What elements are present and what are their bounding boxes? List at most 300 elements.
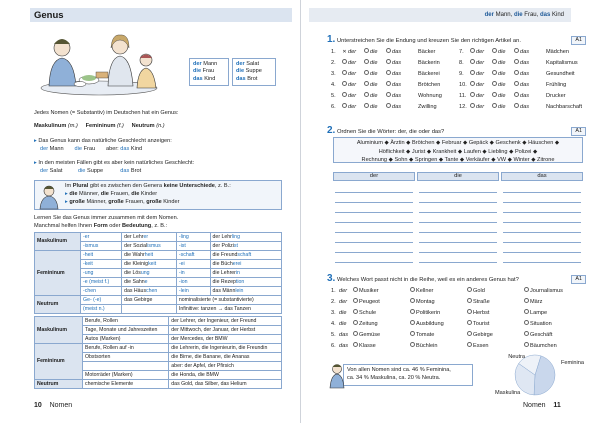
answer-line[interactable] bbox=[335, 242, 413, 243]
article-label: der bbox=[476, 81, 485, 88]
radio-button[interactable] bbox=[470, 81, 475, 86]
example-cell bbox=[210, 287, 281, 296]
radio-button[interactable] bbox=[470, 92, 475, 97]
word-option[interactable] bbox=[524, 298, 581, 305]
article-option[interactable] bbox=[364, 70, 386, 77]
plural-info-line1: Im Plural gibt es zwischen den Genera keine Unterschiede, z. B.: bbox=[65, 183, 231, 189]
radio-button[interactable] bbox=[386, 81, 391, 86]
ending-cell: -heit bbox=[81, 251, 122, 260]
task-1-item bbox=[459, 81, 566, 88]
answer-line[interactable] bbox=[335, 202, 413, 203]
item-number: 4. bbox=[331, 320, 336, 327]
word-option[interactable] bbox=[410, 342, 467, 349]
word-label: Straße bbox=[473, 298, 490, 305]
article-option[interactable] bbox=[492, 92, 514, 99]
word-label: Peugeot bbox=[359, 298, 380, 305]
radio-button[interactable] bbox=[524, 287, 529, 292]
example-cell bbox=[122, 269, 177, 278]
radio-button[interactable] bbox=[470, 103, 475, 108]
word-option[interactable] bbox=[467, 309, 524, 316]
article-label: die bbox=[370, 103, 378, 110]
item-word: Gesundheit bbox=[546, 70, 575, 77]
example-cell bbox=[122, 305, 177, 314]
word-option[interactable] bbox=[467, 342, 524, 349]
radio-button[interactable] bbox=[467, 298, 472, 303]
table-row bbox=[35, 380, 282, 389]
example-cell: die Lehrerin, die Ingenieurin, die Freundin bbox=[169, 344, 282, 353]
article-label: die bbox=[498, 81, 506, 88]
meaning-cell bbox=[83, 362, 169, 371]
task-1-item bbox=[331, 70, 440, 77]
radio-button[interactable] bbox=[492, 92, 497, 97]
word-option[interactable] bbox=[524, 331, 581, 338]
article-label: der bbox=[476, 103, 485, 110]
radio-button[interactable] bbox=[410, 287, 415, 292]
right-footer: Nomen 11 bbox=[523, 402, 561, 409]
article-label: die bbox=[498, 70, 506, 77]
rule-no-natural-gender-example: der Salat die Suppe das Brot bbox=[40, 168, 142, 174]
word-option[interactable] bbox=[467, 298, 524, 305]
article-label: das bbox=[392, 81, 402, 88]
ending-cell: (meist n.) bbox=[81, 305, 122, 314]
article-label: die bbox=[370, 92, 378, 99]
article-option[interactable] bbox=[492, 59, 514, 66]
word-label: Zeitung bbox=[359, 320, 378, 327]
article-label: die bbox=[370, 59, 378, 66]
radio-button[interactable] bbox=[467, 309, 472, 314]
article-option[interactable] bbox=[364, 48, 386, 55]
answer-line[interactable] bbox=[335, 222, 413, 223]
column-header: das bbox=[501, 172, 583, 181]
genus-row: Maskulinum (m.) Femininum (f.) Neutrum (n.) bbox=[34, 123, 165, 129]
task-1-item bbox=[459, 92, 566, 99]
left-header-bar bbox=[30, 8, 292, 22]
word-label: Lampe bbox=[530, 309, 548, 316]
article-option[interactable] bbox=[514, 103, 536, 110]
word-label: Politikerin bbox=[416, 309, 441, 316]
article-option[interactable] bbox=[470, 70, 492, 77]
radio-button[interactable] bbox=[410, 298, 415, 303]
task-1-item bbox=[331, 59, 440, 66]
radio-button[interactable] bbox=[524, 309, 529, 314]
answer-line[interactable] bbox=[419, 222, 497, 223]
radio-button[interactable] bbox=[410, 309, 415, 314]
item-article: die bbox=[339, 309, 347, 316]
radio-button[interactable] bbox=[467, 320, 472, 325]
word-option[interactable] bbox=[410, 287, 467, 294]
example-stem: die Büch bbox=[212, 260, 233, 267]
page-title: Genus bbox=[34, 10, 64, 21]
radio-button[interactable] bbox=[524, 320, 529, 325]
example-ending: ismus bbox=[147, 242, 161, 249]
radio-button[interactable] bbox=[364, 48, 369, 53]
answer-line[interactable] bbox=[419, 192, 497, 193]
word-label: Kellner bbox=[416, 287, 434, 294]
form-meaning-hint: Manchmal helfen Ihnen Form oder Bedeutung, z. B.: bbox=[34, 223, 168, 229]
ending-cell: -keit bbox=[81, 260, 122, 269]
word-option[interactable] bbox=[467, 320, 524, 327]
example-stem: das Häus bbox=[124, 287, 147, 294]
article-option[interactable] bbox=[386, 59, 408, 66]
article-option[interactable] bbox=[342, 81, 364, 88]
article-option[interactable] bbox=[364, 92, 386, 99]
endings-table bbox=[34, 232, 282, 314]
article-option[interactable] bbox=[342, 70, 364, 77]
word-option[interactable] bbox=[353, 342, 410, 349]
article-option[interactable] bbox=[470, 81, 492, 88]
item-number: 1. bbox=[331, 48, 336, 55]
radio-button[interactable] bbox=[364, 103, 369, 108]
answer-line[interactable] bbox=[503, 262, 581, 263]
meaning-cell: Motorräder (Marken) bbox=[83, 371, 169, 380]
example-stem: der Lehr bbox=[124, 233, 144, 240]
answer-line[interactable] bbox=[503, 232, 581, 233]
radio-button[interactable] bbox=[410, 320, 415, 325]
answer-line[interactable] bbox=[419, 242, 497, 243]
task-1-item bbox=[459, 48, 569, 55]
radio-button[interactable] bbox=[514, 92, 519, 97]
article-label: der bbox=[476, 70, 485, 77]
radio-button[interactable] bbox=[524, 342, 529, 347]
example-cell: die Birne, die Banane, die Ananas bbox=[169, 353, 282, 362]
ending-cell: -ling bbox=[176, 233, 210, 242]
example-stem: der Sozial bbox=[124, 242, 148, 249]
article-option[interactable] bbox=[514, 59, 536, 66]
column-header: die bbox=[417, 172, 499, 181]
radio-button[interactable] bbox=[410, 331, 415, 336]
example-cell bbox=[210, 269, 281, 278]
radio-button[interactable] bbox=[470, 48, 475, 53]
item-word: Wohnung bbox=[418, 92, 442, 99]
word-label: Essen bbox=[473, 342, 489, 349]
article-option[interactable] bbox=[470, 48, 492, 55]
example-ending: ling bbox=[231, 233, 240, 240]
example-stem: die Freund bbox=[212, 251, 238, 258]
word-label: Situation bbox=[530, 320, 552, 327]
radio-button[interactable] bbox=[470, 70, 475, 75]
radio-button[interactable] bbox=[470, 59, 475, 64]
answer-line[interactable] bbox=[503, 212, 581, 213]
rule-no-natural-gender: ▸ In den meisten Fällen gibt es aber kein natürliches Geschlecht: bbox=[34, 160, 194, 167]
radio-button[interactable] bbox=[524, 298, 529, 303]
example-cell bbox=[122, 296, 177, 305]
answer-line[interactable] bbox=[335, 192, 413, 193]
radio-button[interactable] bbox=[353, 342, 358, 347]
task-1-item bbox=[459, 103, 582, 110]
item-word: Bäckerei bbox=[418, 70, 440, 77]
item-word: Nachbarschaft bbox=[546, 103, 583, 110]
example-ending: schaft bbox=[237, 251, 252, 258]
radio-button[interactable] bbox=[492, 81, 497, 86]
article-option[interactable] bbox=[386, 48, 408, 55]
radio-button[interactable] bbox=[514, 103, 519, 108]
answer-line[interactable] bbox=[335, 262, 413, 263]
example-cell: der Mercedes, der BMW bbox=[169, 335, 282, 344]
category-cell: Neutrum bbox=[35, 296, 81, 314]
article-option[interactable] bbox=[470, 59, 492, 66]
article-label: der bbox=[476, 59, 485, 66]
task-1-item bbox=[459, 59, 578, 66]
example-ending: heit bbox=[144, 251, 154, 258]
radio-button[interactable] bbox=[386, 48, 391, 53]
item-word: Drucker bbox=[546, 92, 566, 99]
word-label: Bäumchen bbox=[530, 342, 557, 349]
word-option[interactable] bbox=[410, 309, 467, 316]
radio-button[interactable] bbox=[386, 59, 391, 64]
article-option[interactable] bbox=[342, 103, 364, 110]
article-option[interactable] bbox=[342, 59, 364, 66]
word-option[interactable] bbox=[353, 298, 410, 305]
article-option[interactable] bbox=[470, 103, 492, 110]
article-option[interactable] bbox=[492, 70, 514, 77]
item-article: der bbox=[339, 287, 348, 294]
radio-button[interactable]: ✕ bbox=[342, 49, 347, 55]
article-option[interactable] bbox=[342, 92, 364, 99]
radio-button[interactable] bbox=[492, 70, 497, 75]
answer-line[interactable] bbox=[503, 192, 581, 193]
example-ending: e bbox=[144, 278, 148, 285]
ending-cell: -ist bbox=[176, 242, 210, 251]
category-cell: Maskulinum bbox=[35, 317, 83, 344]
answer-line[interactable] bbox=[503, 252, 581, 253]
word-option[interactable] bbox=[524, 287, 581, 294]
radio-button[interactable] bbox=[364, 92, 369, 97]
radio-button[interactable] bbox=[364, 70, 369, 75]
answer-line[interactable] bbox=[335, 252, 413, 253]
article-option[interactable] bbox=[492, 103, 514, 110]
right-header-articles: der Mann, die Frau, das Kind bbox=[484, 12, 564, 18]
item-article: das bbox=[339, 331, 349, 338]
example-cell: das Gold, das Silber, das Helium bbox=[169, 380, 282, 389]
example-cell bbox=[122, 233, 177, 242]
word-label: Gemüse bbox=[359, 331, 381, 338]
task-3-instruction: 3. Welches Wort passt nicht in die Reihe, weil es ein anderes Genus hat? bbox=[327, 273, 519, 284]
article-label: die bbox=[498, 59, 506, 66]
ending-cell: -e (meist f.) bbox=[81, 278, 122, 287]
task-1-instruction: 1. Unterstreichen Sie die Endung und kreuzen Sie den richtigen Artikel an. bbox=[327, 34, 521, 45]
word-label: Gold bbox=[473, 287, 485, 294]
word-label: Tomate bbox=[416, 331, 435, 338]
word-option[interactable] bbox=[353, 309, 410, 316]
radio-button[interactable] bbox=[410, 342, 415, 347]
radio-button[interactable] bbox=[342, 81, 347, 86]
article-option[interactable] bbox=[364, 81, 386, 88]
article-label: der bbox=[348, 70, 357, 77]
word-label: Tourist bbox=[473, 320, 490, 327]
meaning-cell: Tage, Monate und Jahreszeiten bbox=[83, 326, 169, 335]
radio-button[interactable] bbox=[342, 103, 347, 108]
task-3-item bbox=[331, 287, 581, 294]
article-option[interactable] bbox=[364, 59, 386, 66]
radio-button[interactable] bbox=[514, 48, 519, 53]
word-option[interactable] bbox=[410, 331, 467, 338]
answer-line[interactable] bbox=[503, 242, 581, 243]
radio-button[interactable] bbox=[342, 59, 347, 64]
article-label: das bbox=[392, 48, 402, 55]
article-option[interactable] bbox=[386, 92, 408, 99]
item-number: 10. bbox=[459, 81, 467, 88]
article-label: der bbox=[348, 48, 357, 55]
radio-button[interactable] bbox=[342, 92, 347, 97]
word-label: Geschäft bbox=[530, 331, 553, 338]
example-cell bbox=[210, 278, 281, 287]
word-option[interactable] bbox=[524, 342, 581, 349]
example-cell bbox=[210, 251, 281, 260]
radio-button[interactable] bbox=[386, 92, 391, 97]
article-label: der bbox=[476, 48, 485, 55]
example-ending: chen bbox=[146, 287, 158, 294]
example-stem: die Lehrer bbox=[212, 269, 236, 276]
word-option[interactable] bbox=[524, 320, 581, 327]
article-label: der bbox=[348, 103, 357, 110]
task-3-item bbox=[331, 309, 581, 316]
learn-hint: Lernen Sie das Genus immer zusammen mit dem Nomen. bbox=[34, 215, 179, 221]
item-article: der bbox=[339, 298, 348, 305]
word-option[interactable] bbox=[353, 331, 410, 338]
radio-button[interactable] bbox=[492, 48, 497, 53]
article-label: die bbox=[370, 48, 378, 55]
radio-button[interactable] bbox=[492, 103, 497, 108]
word-option[interactable] bbox=[524, 309, 581, 316]
answer-line[interactable] bbox=[419, 252, 497, 253]
radio-button[interactable] bbox=[514, 81, 519, 86]
article-option[interactable] bbox=[514, 81, 536, 88]
radio-button[interactable] bbox=[386, 70, 391, 75]
meaning-cell: Berufe, Rollen auf -in bbox=[83, 344, 169, 353]
radio-button[interactable] bbox=[353, 320, 358, 325]
category-cell: Neutrum bbox=[35, 380, 83, 389]
category-cell: Maskulinum bbox=[35, 233, 81, 251]
category-cell: Femininum bbox=[35, 344, 83, 380]
radio-button[interactable] bbox=[514, 70, 519, 75]
answer-line[interactable] bbox=[335, 232, 413, 233]
plural-info-line3: ▸ große Männer, große Frauen, große Kinder bbox=[65, 199, 180, 205]
table-row bbox=[35, 344, 282, 353]
radio-button[interactable] bbox=[492, 59, 497, 64]
article-label: die bbox=[498, 48, 506, 55]
radio-button[interactable] bbox=[364, 59, 369, 64]
teacher-icon bbox=[329, 362, 345, 388]
meaning-cell: Obstsorten bbox=[83, 353, 169, 362]
article-option[interactable] bbox=[342, 49, 364, 56]
example-stem: die Wahr bbox=[124, 251, 145, 258]
answer-line[interactable] bbox=[335, 212, 413, 213]
article-option[interactable] bbox=[386, 103, 408, 110]
example-word: Gebirge bbox=[133, 296, 153, 303]
article-option[interactable] bbox=[492, 48, 514, 55]
article-option[interactable] bbox=[386, 70, 408, 77]
article-option[interactable] bbox=[514, 70, 536, 77]
example-ending: erei bbox=[232, 260, 242, 267]
answer-line[interactable] bbox=[419, 232, 497, 233]
article-label: das bbox=[520, 81, 530, 88]
item-word: Kapitalismus bbox=[546, 59, 578, 66]
word-option[interactable] bbox=[353, 287, 410, 294]
example-ending: lein bbox=[235, 287, 244, 294]
task-1-item bbox=[331, 103, 437, 110]
item-number: 12. bbox=[459, 103, 467, 110]
item-number: 1. bbox=[331, 287, 336, 294]
radio-button[interactable] bbox=[353, 331, 358, 336]
article-option[interactable] bbox=[514, 92, 536, 99]
task-3-item bbox=[331, 298, 581, 305]
word-option[interactable] bbox=[410, 298, 467, 305]
answer-line[interactable] bbox=[503, 202, 581, 203]
answer-line[interactable] bbox=[503, 222, 581, 223]
word-option[interactable] bbox=[467, 331, 524, 338]
note-cell: Infinitive: tanzen → das Tanzen bbox=[176, 305, 281, 314]
example-stem: das bbox=[124, 296, 134, 303]
plural-info-line2: ▸ die Männer, die Frauen, die Kinder bbox=[65, 191, 158, 197]
item-number: 6. bbox=[331, 103, 336, 110]
intro-text: Jedes Nomen (= Substantiv) im Deutschen hat ein Genus: bbox=[34, 110, 179, 116]
article-option[interactable] bbox=[470, 92, 492, 99]
item-number: 9. bbox=[459, 70, 464, 77]
ending-cell: Ge- (-e) bbox=[81, 296, 122, 305]
ending-cell: -ei bbox=[176, 260, 210, 269]
radio-button[interactable] bbox=[467, 287, 472, 292]
radio-button[interactable] bbox=[353, 287, 358, 292]
item-word: Mädchen bbox=[546, 48, 570, 55]
word-option[interactable] bbox=[467, 287, 524, 294]
article-label: die bbox=[370, 70, 378, 77]
radio-button[interactable] bbox=[467, 342, 472, 347]
word-label: Montag bbox=[416, 298, 435, 305]
article-option[interactable] bbox=[514, 48, 536, 55]
radio-button[interactable] bbox=[353, 298, 358, 303]
radio-button[interactable] bbox=[514, 59, 519, 64]
rule-natural-gender-example: der Mann die Frau aber: das Kind bbox=[40, 146, 143, 152]
article-label: die bbox=[370, 81, 378, 88]
example-cell bbox=[122, 278, 177, 287]
ending-cell: -ismus bbox=[81, 242, 122, 251]
word-option[interactable] bbox=[353, 320, 410, 327]
example-stem: das Männ bbox=[212, 287, 236, 294]
radio-button[interactable] bbox=[467, 331, 472, 336]
article-label: das bbox=[392, 92, 402, 99]
example-stem: der Polizi bbox=[212, 242, 234, 249]
article-option[interactable] bbox=[386, 81, 408, 88]
radio-button[interactable] bbox=[524, 331, 529, 336]
answer-line[interactable] bbox=[419, 212, 497, 213]
word-option[interactable] bbox=[410, 320, 467, 327]
article-option[interactable] bbox=[492, 81, 514, 88]
article-option[interactable] bbox=[364, 103, 386, 110]
radio-button[interactable] bbox=[342, 70, 347, 75]
task-1-item bbox=[459, 70, 575, 77]
radio-button[interactable] bbox=[353, 309, 358, 314]
answer-line[interactable] bbox=[419, 262, 497, 263]
word-bank: Aluminium ◆ Ärztin ◆ Brötchen ◆ Februar ◆ Gepäck ◆ Geschenk ◆ Häuschen ◆ Höflichkeit ◆ Jurist ◆ Krankheit ◆ Laufen ◆ Liebling ◆ Polizei ◆ Rechnung ◆ Sohn ◆ Springen ◆ Tante ◆ Verkäufer ◆ VW ◆ Winter ◆ Zitrone bbox=[333, 137, 583, 163]
example-cell bbox=[122, 260, 177, 269]
task-3-item bbox=[331, 342, 581, 349]
word-label: Musiker bbox=[359, 287, 379, 294]
ending-cell: -er bbox=[81, 233, 122, 242]
word-label: Schule bbox=[359, 309, 377, 316]
item-number: 6. bbox=[331, 342, 336, 349]
word-label: Büchlein bbox=[416, 342, 438, 349]
radio-button[interactable] bbox=[386, 103, 391, 108]
article-label: das bbox=[520, 103, 530, 110]
radio-button[interactable] bbox=[364, 81, 369, 86]
item-word: Zwilling bbox=[418, 103, 437, 110]
plural-info-box bbox=[34, 180, 282, 210]
item-number: 7. bbox=[459, 48, 464, 55]
answer-line[interactable] bbox=[419, 202, 497, 203]
example-ending: st bbox=[233, 242, 238, 249]
article-label: das bbox=[392, 70, 402, 77]
article-label: das bbox=[520, 48, 530, 55]
